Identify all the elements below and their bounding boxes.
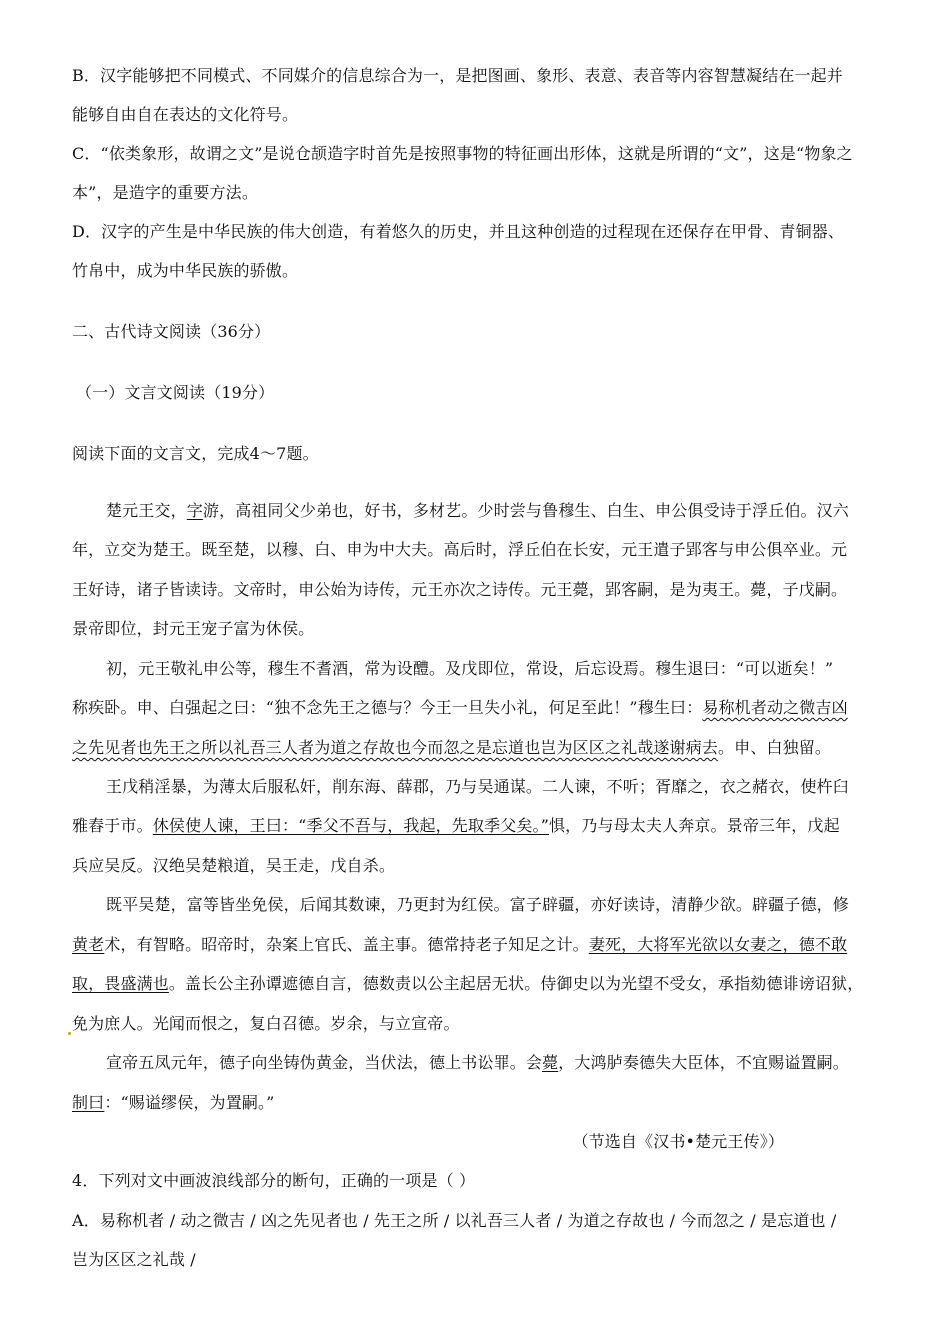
option-d-line-1: D．汉字的产生是中华民族的伟大创造，有着悠久的历史，并且这种创造的过程现在还保存在甲骨、青铜器、 [72,222,845,241]
passage-p1-line-3: 王好诗，诸子皆读诗。文帝时，申公始为诗传，元王亦次之诗传。元王薨，郢客嗣，是为夷王。薨，子戊嗣。 [72,580,848,599]
passage-p2-line-1: 初，元王敬礼申公等，穆生不耆酒，常为设醴。及戊即位，常设，后忘设焉。穆生退曰：“可以逝矣！” [106,659,834,678]
question-4-option-a-line-2: 岂为区区之礼哉 / [72,1250,196,1269]
passage-p3-line-2: 雅舂于市。休侯使人谏，王曰：“季父不吾与，我起，先取季父矣。”惧，乃与母太夫人奔京。景帝三年，戊起 [72,816,840,835]
underlined-word: 薨 [542,1053,559,1072]
underlined-word: 黄老 [72,935,105,954]
passage-p4-line-4: 免为庶人。光闻而恨之，复白召德。岁余，与立宣帝。 [72,1014,460,1033]
option-b-line-2: 能够自由自在表达的文化符号。 [72,105,299,124]
passage-source: （节选自《汉书•楚元王传》） [572,1132,784,1151]
option-b-line-1: B．汉字能够把不同模式、不同媒介的信息综合为一，是把图画、象形、表意、表音等内容智慧凝结在一起并 [72,66,843,85]
underlined-sentence: 取，畏盛满也 [72,974,169,993]
passage-p1-line-1: 楚元王交，字游，高祖同父少弟也，好书，多材艺。少时尝与鲁穆生、白生、申公俱受诗于浮丘伯。汉六 [106,501,849,520]
question-4-stem: 4．下列对文中画波浪线部分的断句，正确的一项是（ ） [72,1171,476,1190]
wavy-underlined-text: 易称机者动之微吉凶 [702,698,848,717]
wavy-underlined-text: 之先见者也先王之所以礼吾三人者为道之存故也今而忽之是忘道也岂为区区之礼哉遂谢病去 [72,738,719,757]
option-c-line-2: 本”，是造字的重要方法。 [72,183,258,202]
passage-p3-line-1: 王戊稍淫暴，为薄太后服私奸，削东海、薛郡，乃与吴通谋。二人谏，不听；胥靡之，衣之赭衣，使杵臼 [106,777,849,796]
question-4-option-a-line-1: A．易称机者 / 动之微吉 / 凶之先见者也 / 先王之所 / 以礼吾三人者 / 为道之存故也 / 今而忽之 / 是忘道也 / [72,1211,837,1230]
underlined-word: 字 [186,501,203,520]
underlined-sentence: 休侯使人谏，王曰：“季父不吾与，我起，先取季父矣。” [152,816,550,835]
passage-p1-line-2: 年，立交为楚王。既至楚，以穆、白、申为中大夫。高后时，浮丘伯在长安，元王遣子郢客与申公俱卒业。元 [72,540,848,559]
stray-mark [68,1032,71,1035]
passage-p5-line-1: 宣帝五凤元年，德子向坐铸伪黄金，当伏法，德上书讼罪。会薨，大鸿胪奏德失大臣体，不宜赐谥置嗣。 [106,1053,849,1072]
option-c-line-1: C．“依类象形，故谓之文”是说仓颉造字时首先是按照事物的特征画出形体，这就是所谓的“文”，这是“物象之 [72,144,853,163]
passage-p5-line-2: 制曰：“赐谥缪侯，为置嗣。” [72,1093,275,1112]
option-d-line-2: 竹帛中，成为中华民族的骄傲。 [72,261,299,280]
passage-p4-line-2: 黄老术，有智略。昭帝时，杂案上官氏、盖主事。德常持老子知足之计。妻死，大将军光欲以女妻之，德不敢 [72,935,848,954]
instruction: 阅读下面的文言文，完成4～7题。 [72,444,319,463]
section-title: 二、古代诗文阅读（36分） [72,322,271,341]
passage-p1-line-4: 景帝即位，封元王宠子富为休侯。 [72,619,315,638]
underlined-word: 制曰 [72,1093,105,1112]
subsection-title: （一）文言文阅读（19分） [76,383,275,402]
passage-p2-line-3: 之先见者也先王之所以礼吾三人者为道之存故也今而忽之是忘道也岂为区区之礼哉遂谢病去。申、白独留。 [72,738,832,757]
passage-p2-line-2: 称疾卧。申、白强起之曰：“独不念先王之德与？今王一旦失小礼，何足至此！”穆生曰：易称机者动之微吉凶 [72,698,848,717]
passage-p3-line-3: 兵应吴反。汉绝吴楚粮道，吴王走，戊自杀。 [72,856,396,875]
passage-p4-line-3: 取，畏盛满也。盖长公主孙谭遮德自言，德数责以公主起居无状。侍御史以为光望不受女，承指劾德诽谤诏狱， [72,974,864,993]
underlined-sentence: 妻死，大将军光欲以女妻之，德不敢 [588,935,848,954]
passage-p4-line-1: 既平吴楚，富等皆坐免侯，后闻其数谏，乃更封为红侯。富子辟疆，亦好读诗，清静少欲。辟疆子德，修 [106,895,849,914]
